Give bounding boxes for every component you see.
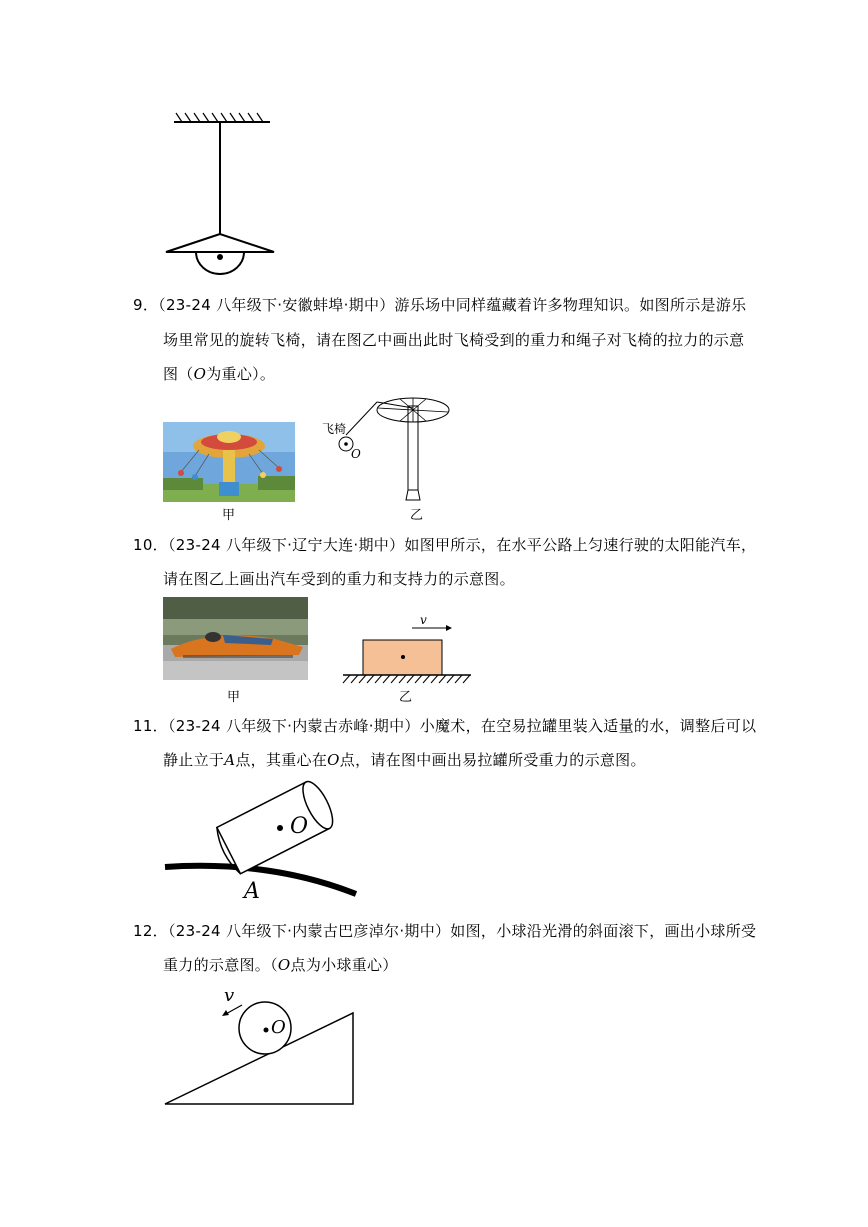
curved-surface [165, 866, 356, 894]
q11-line1: 11．（23-24 八年级下·内蒙古赤峰·期中）小魔术，在空易拉罐里装入适量的水，调整后可以 [133, 717, 757, 735]
q9-number: 9． [133, 296, 159, 314]
q9-point-o: O [351, 447, 361, 461]
q12-line1: 12．（23-24 八年级下·内蒙古巴彦淖尔·期中）如图，小球沿光滑的斜面滚下，画出小球所受 [133, 922, 757, 940]
carousel-photo [163, 422, 295, 502]
lamp-figure [160, 110, 290, 280]
q12-velocity-label: v [224, 985, 235, 1006]
ball-center-dot [264, 1028, 269, 1033]
q9-text1: （23-24 八年级下·安徽蚌埠·期中）游乐场中同样蕴藏着许多物理知识。如图所示是游乐 [158, 296, 747, 314]
q10-velocity-label: v [420, 613, 427, 627]
q9-fig-a-label: 甲 [222, 508, 236, 523]
q10-line2: 请在图乙上画出汽车受到的重力和支持力的示意图。 [163, 570, 515, 588]
q11-line2: 静止立于A点，其重心在O点，请在图中画出易拉罐所受重力的示意图。 [163, 751, 646, 769]
q10-number: 10． [133, 536, 168, 554]
q11-number: 11． [133, 717, 168, 735]
solar-car-photo [163, 597, 308, 680]
q12-point-o: O [271, 1017, 286, 1038]
q9-line3: 图（O为重心）。 [163, 365, 276, 383]
swing-diagram [318, 392, 458, 504]
q9-line2: 场里常见的旋转飞椅，请在图乙中画出此时飞椅受到的重力和绳子对飞椅的拉力的示意 [163, 331, 745, 349]
incline-diagram [160, 990, 360, 1110]
q12-line2: 重力的示意图。（O点为小球重心） [163, 956, 398, 974]
q10-line1: 10．（23-24 八年级下·辽宁大连·期中）如图甲所示，在水平公路上匀速行驶的太阳能汽车， [133, 536, 757, 554]
q9-chair-label: 飞椅 [322, 422, 347, 436]
car-center-dot [401, 655, 405, 659]
q9-line1 [133, 295, 746, 315]
can-center-dot [277, 825, 283, 831]
car-block-diagram [340, 612, 475, 692]
q9-var-o: O [193, 365, 207, 383]
q10-fig-a-label: 甲 [227, 690, 241, 705]
q11-point-o: O [290, 814, 309, 839]
q12-number: 12． [133, 922, 168, 940]
can-diagram [160, 782, 370, 907]
q9-fig-b-label: 乙 [410, 508, 424, 523]
swing-center-dot [344, 442, 348, 446]
q10-fig-b-label: 乙 [399, 690, 413, 705]
lamp-shade [166, 234, 274, 252]
rope [346, 402, 377, 435]
ceiling-hatch [176, 113, 263, 122]
q11-point-a: A [244, 879, 260, 904]
tilted-can [212, 778, 338, 877]
pole-base [406, 490, 420, 500]
lamp-center-dot [217, 254, 223, 260]
